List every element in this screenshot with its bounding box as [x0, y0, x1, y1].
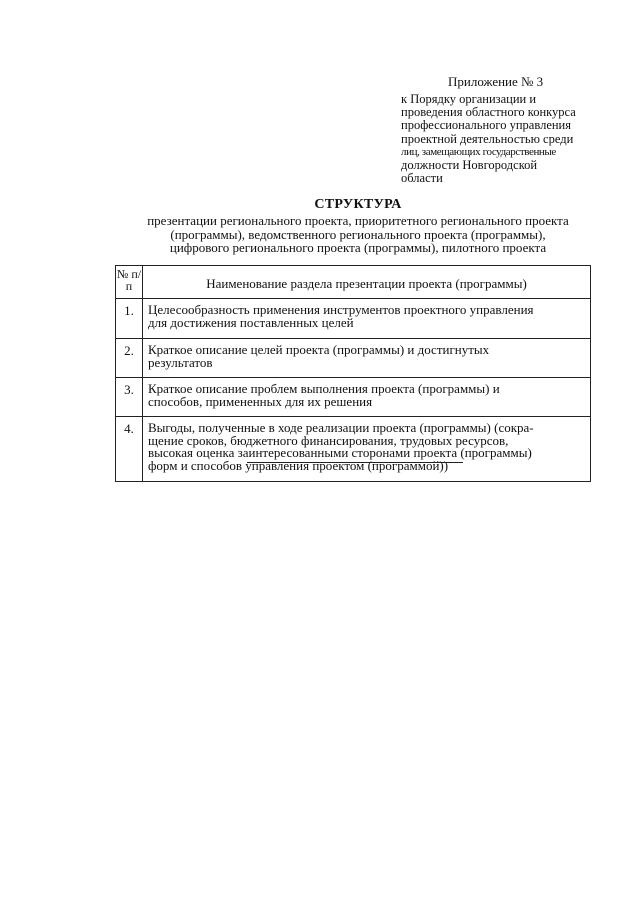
table-header-row [116, 266, 591, 299]
subtitle-line: презентации регионального проекта, приоритетного регионального проекта [147, 213, 569, 228]
appendix-line: должности Новгородской [401, 158, 538, 173]
document-heading: СТРУКТУРА [314, 197, 402, 212]
row-text-line: способов, примененных для их решения [148, 393, 373, 409]
header-number: № п/п [116, 266, 143, 299]
table-row [116, 378, 591, 417]
subtitle-line: (программы), ведомственного регионального проекта (программы), [170, 226, 546, 242]
row-number: 4. [116, 417, 143, 482]
row-section-name [143, 417, 591, 482]
appendix-line: области [401, 171, 443, 186]
row-section-name [143, 299, 591, 339]
sections-table [115, 265, 591, 482]
row-section-name [143, 378, 591, 417]
row-number: 1. [116, 299, 143, 339]
appendix-line: проектной деятельностью среди [401, 131, 574, 146]
row-text-line: результатов [148, 354, 213, 370]
row-text-line: для достижения поставленных целей [148, 314, 354, 330]
row-text-line: щение сроков, бюджетного финансирования, трудовых ресурсов, [148, 432, 509, 448]
appendix-line: проведения областного конкурса [401, 105, 576, 120]
appendix-line: к Порядку организации и [401, 92, 537, 106]
document-subtitle [110, 214, 606, 255]
subtitle-line: цифрового регионального проекта (программы), пилотного проекта [169, 240, 547, 255]
row-text-line: Краткое описание проблем выполнения проекта (программы) и [148, 381, 500, 396]
row-number: 3. [116, 378, 143, 417]
row-section-name [143, 339, 591, 378]
header-section-name: Наименование раздела презентации проекта (программы) [143, 266, 591, 299]
table-row [116, 339, 591, 378]
row-text-line: Целесообразность применения инструментов проектного управления [148, 302, 534, 317]
row-number: 2. [116, 339, 143, 378]
table-row [116, 417, 591, 482]
table-row [116, 299, 591, 339]
row-text-line: форм и способов управления проектом (программой)) [148, 457, 449, 473]
row-text-line: высокая оценка заинтересованными сторонами проекта (программы) [148, 445, 532, 460]
appendix-title: Приложение № 3 [448, 74, 544, 89]
appendix-reference [401, 93, 611, 185]
row-text-line: Краткое описание целей проекта (программы) и достигнутых [148, 342, 490, 357]
end-separator-line [247, 462, 463, 463]
appendix-line: профессионального управления [401, 118, 571, 133]
row-text-line: Выгоды, полученные в ходе реализации проекта (программы) (сокра- [148, 420, 534, 435]
appendix-line: лиц, замещающих государственные [401, 145, 556, 158]
